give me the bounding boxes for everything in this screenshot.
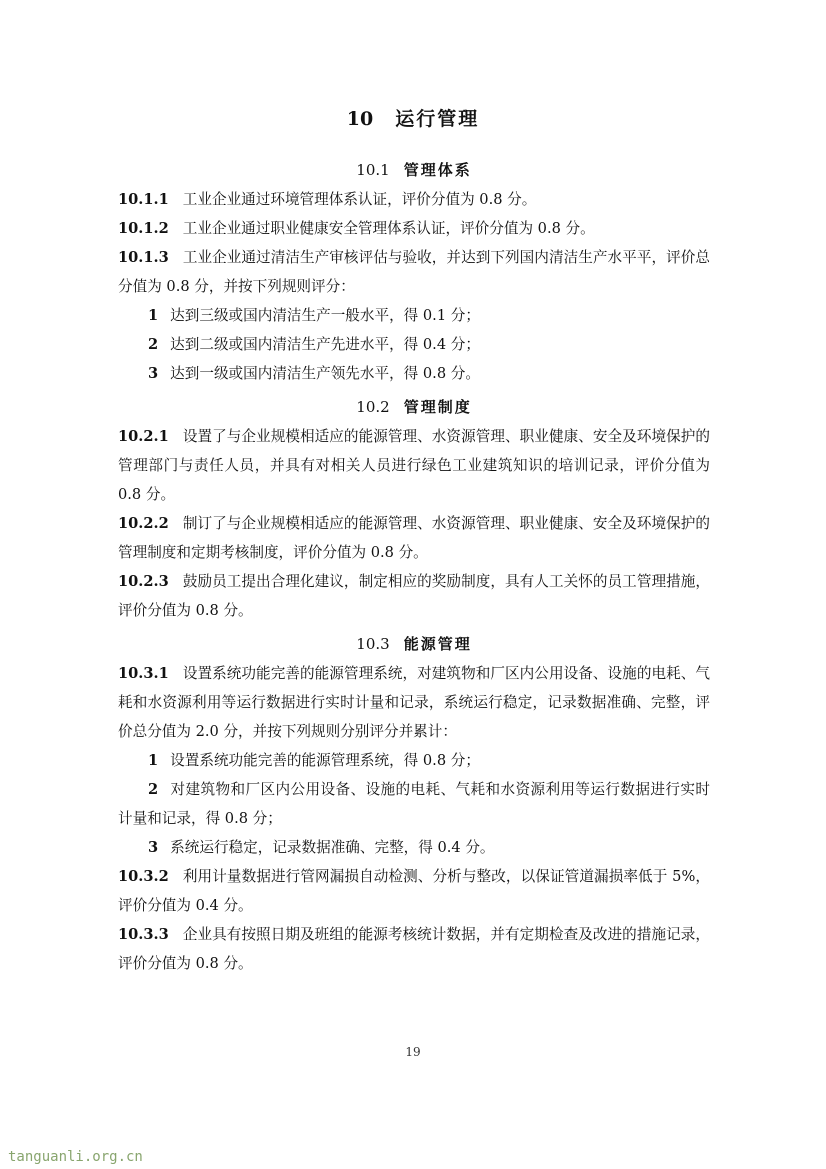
section-heading <box>118 393 710 422</box>
clause-number: 10.1.1 <box>118 191 169 208</box>
clause-text: 工业企业通过环境管理体系认证，评价分值为 0.8 分。 <box>182 191 537 208</box>
clause-text: 利用计量数据进行管网漏损自动检测、分析与整改，以保证管道漏损率低于 5%，评价分值为 0.4 分。 <box>118 868 710 914</box>
list-item <box>118 746 710 775</box>
clause-text: 设置系统功能完善的能源管理系统，对建筑物和厂区内公用设备、设施的电耗、气耗和水资源利用等运行数据进行实时计量和记录，系统运行稳定，记录数据准确、完整，评价总分值为 2.0 分，并按下列规则分别评分并累计： <box>118 665 710 740</box>
chapter-title: 运行管理 <box>395 108 480 130</box>
item-number: 2 <box>148 336 159 353</box>
item-text: 系统运行稳定，记录数据准确、完整，得 0.4 分。 <box>170 839 495 856</box>
clause <box>118 422 710 509</box>
item-text: 对建筑物和厂区内公用设备、设施的电耗、气耗和水资源利用等运行数据进行实时计量和记录，得 0.8 分； <box>118 781 710 827</box>
item-text: 达到二级或国内清洁生产先进水平，得 0.4 分； <box>170 336 480 353</box>
clause-number: 10.3.3 <box>118 926 169 943</box>
clause <box>118 509 710 567</box>
clause-text: 鼓励员工提出合理化建议，制定相应的奖励制度，具有人工关怀的员工管理措施，评价分值为 0.8 分。 <box>118 573 710 619</box>
clause-number: 10.2.2 <box>118 515 169 532</box>
clause-text: 企业具有按照日期及班组的能源考核统计数据，并有定期检查及改进的措施记录，评价分值为 0.8 分。 <box>118 926 710 972</box>
list-item <box>118 833 710 862</box>
clause <box>118 243 710 301</box>
item-number: 1 <box>148 752 159 769</box>
section-title: 能源管理 <box>403 635 472 653</box>
watermark: tanguanli.org.cn <box>8 1149 143 1165</box>
clause-number: 10.1.3 <box>118 249 169 266</box>
clause <box>118 920 710 978</box>
clause-text: 设置了与企业规模相适应的能源管理、水资源管理、职业健康、安全及环境保护的管理部门与责任人员，并具有对相关人员进行绿色工业建筑知识的培训记录，评价分值为 0.8 分。 <box>118 428 710 503</box>
document-body <box>118 156 710 978</box>
item-number: 2 <box>148 781 159 798</box>
clause-number: 10.2.1 <box>118 428 169 445</box>
clause-text: 制订了与企业规模相适应的能源管理、水资源管理、职业健康、安全及环境保护的管理制度和定期考核制度，评价分值为 0.8 分。 <box>118 515 710 561</box>
section-heading <box>118 630 710 659</box>
clause-number: 10.2.3 <box>118 573 169 590</box>
item-text: 达到三级或国内清洁生产一般水平，得 0.1 分； <box>170 307 480 324</box>
clause <box>118 185 710 214</box>
list-item <box>118 301 710 330</box>
list-item <box>118 330 710 359</box>
item-number: 3 <box>148 365 159 382</box>
section-number: 10.3 <box>356 635 390 653</box>
section-number: 10.1 <box>356 161 390 179</box>
section-heading <box>118 156 710 185</box>
clause <box>118 567 710 625</box>
section-title: 管理制度 <box>403 398 472 416</box>
section-title: 管理体系 <box>403 161 472 179</box>
clause-number: 10.3.2 <box>118 868 169 885</box>
clause-text: 工业企业通过职业健康安全管理体系认证，评价分值为 0.8 分。 <box>182 220 595 237</box>
item-number: 3 <box>148 839 159 856</box>
page-number: 19 <box>405 1045 421 1059</box>
list-item <box>118 775 710 833</box>
chapter-heading <box>0 104 826 131</box>
list-item <box>118 359 710 388</box>
clause-number: 10.1.2 <box>118 220 169 237</box>
clause <box>118 862 710 920</box>
item-text: 达到一级或国内清洁生产领先水平，得 0.8 分。 <box>170 365 480 382</box>
clause <box>118 214 710 243</box>
clause <box>118 659 710 746</box>
clause-number: 10.3.1 <box>118 665 169 682</box>
section-number: 10.2 <box>356 398 390 416</box>
item-number: 1 <box>148 307 159 324</box>
item-text: 设置系统功能完善的能源管理系统，得 0.8 分； <box>170 752 480 769</box>
chapter-number: 10 <box>346 108 374 130</box>
clause-text: 工业企业通过清洁生产审核评估与验收，并达到下列国内清洁生产水平平，评价总分值为 0.8 分，并按下列规则评分： <box>118 249 710 295</box>
